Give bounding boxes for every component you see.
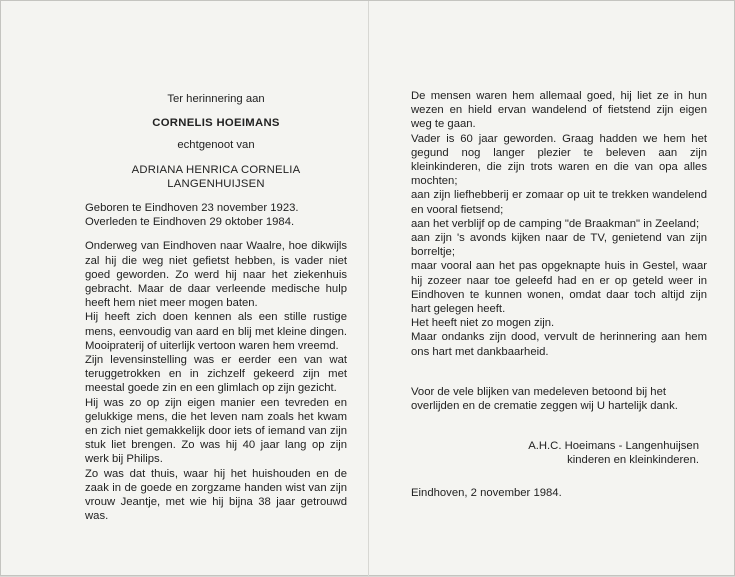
paragraph: De mensen waren hem allemaal goed, hij liet ze in hun wezen en hield ervan wandelend of fietstend zijn eigen weg te gaan. — [411, 90, 707, 131]
right-body-text — [411, 89, 707, 359]
spouse-name — [85, 163, 347, 191]
paragraph: aan zijn liefhebberij er zomaar op uit te trekken wandelend en vooral fietsend; — [411, 189, 707, 216]
death-date: Overleden te Eindhoven 29 oktober 1984. — [85, 216, 295, 229]
birth-date: Geboren te Eindhoven 23 november 1923. — [85, 202, 299, 215]
paragraph: aan zijn 's avonds kijken naar de TV, genietend van zijn borreltje; — [411, 232, 707, 259]
spouse-name-line: LANGENHUIJSEN — [167, 177, 265, 190]
paragraph: maar vooral aan het pas opgeknapte huis in Gestel, waar hij zozeer naar toe geleefd had en er op geteld weer in Eindhoven te kunnen wonen, omdat daar toch altijd zijn hart gelegen heeft. — [411, 260, 707, 316]
paragraph: Onderweg van Eindhoven naar Waalre, hoe dikwijls zal hij die weg niet gefietst hebben, is vader niet goed geworden. Zo werd hij naar het ziekenhuis gebracht. Maar de daar verleende medische hulp heeft hem niet meer mogen baten. — [85, 240, 347, 310]
signature-line: kinderen en kleinkinderen. — [567, 454, 699, 467]
signature — [411, 439, 707, 467]
card-fold — [368, 1, 369, 577]
thanks-text: Voor de vele blijken van medeleven betoond bij het overlijden en de crematie zeggen wij U hartelijk dank. — [411, 385, 678, 413]
spouse-label: echtgenoot van — [177, 139, 255, 152]
paragraph: Zo was dat thuis, waar hij het huishouden en de zaak in de goede en zorgzame handen wist van zijn vrouw Jeantje, met wie hij bijna 38 jaar getrouwd was. — [85, 467, 347, 523]
left-page — [85, 89, 347, 523]
right-page — [411, 89, 707, 500]
paragraph: Hij heeft zich doen kennen als een stille rustige mens, eenvoudig van aard en blij met kleine dingen. Mooipraterij of uiterlijk vertoon waren hem vreemd. — [85, 311, 347, 352]
signature-line: A.H.C. Hoeimans - Langenhuijsen — [528, 440, 699, 453]
intro-text: Ter herinnering aan — [167, 93, 265, 105]
paragraph: Maar ondanks zijn dood, vervult de herinnering aan hem ons hart met dankbaarheid. — [411, 331, 707, 358]
place-date: Eindhoven, 2 november 1984. — [411, 486, 562, 499]
left-body-text — [85, 239, 347, 523]
spouse-name-line: ADRIANA HENRICA CORNELIA — [131, 163, 301, 176]
paragraph: Vader is 60 jaar geworden. Graag hadden we hem het gegund nog langer plezier te beleven aan zijn kleinkinderen, die zijn trots waren en die van opa alles mochten; — [411, 132, 707, 188]
paragraph: aan het verblijf op de camping "de Braakman" in Zeeland; — [411, 217, 700, 230]
paragraph: Hij was zo op zijn eigen manier een tevreden en gelukkige mens, die het leven nam zoals het kwam en zich niet gemakkelijk door iets of iemand van zijn stuk liet brengen. Zo was hij 40 jaar lang op zijn werk bij Philips. — [85, 396, 347, 466]
deceased-name: CORNELIS HOEIMANS — [152, 117, 280, 130]
paragraph: Het heeft niet zo mogen zijn. — [411, 317, 555, 330]
paragraph: Zijn levensinstelling was er eerder een van wat teruggetrokken en in zichzelf gekeerd zijn met meestal goede zin en een glimlach op zijn gezicht. — [85, 354, 347, 395]
life-dates — [85, 201, 347, 229]
